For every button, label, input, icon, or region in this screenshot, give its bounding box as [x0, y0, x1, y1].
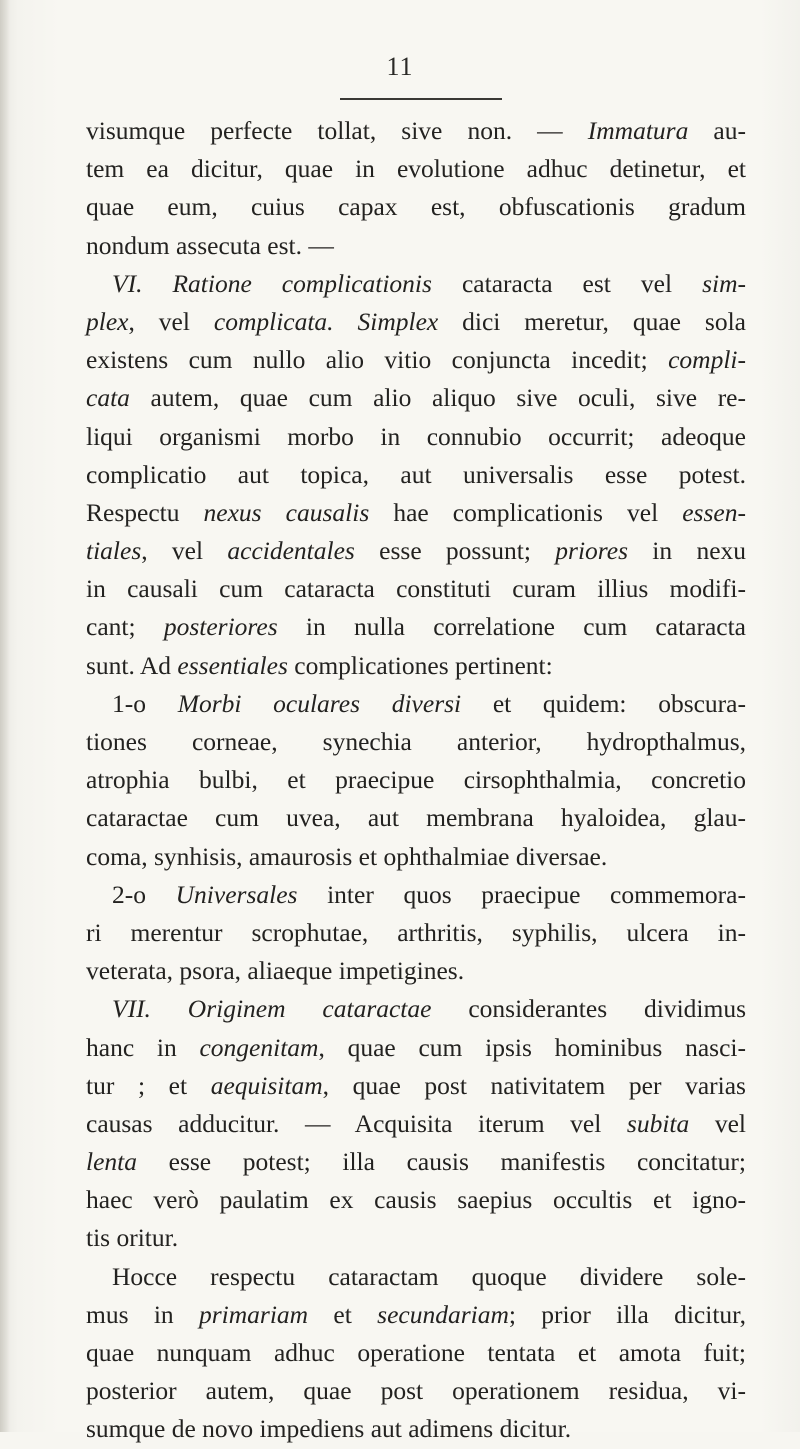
- text-line: [86, 1334, 746, 1372]
- italic-text: plex: [86, 306, 129, 336]
- text-span: nondum assecuta est. —: [86, 230, 334, 260]
- text-span: au-: [688, 116, 746, 145]
- text-line: [86, 379, 746, 417]
- page-number: 11: [386, 52, 414, 81]
- text-line: [86, 112, 746, 150]
- text-line: [86, 303, 746, 341]
- body-text: [86, 112, 746, 1449]
- text-span: autem, quae cum alio aliquo sive oculi, sive re-: [129, 383, 746, 413]
- text-span: Respectu: [86, 497, 204, 527]
- text-span: 1-o: [112, 688, 178, 718]
- text-span: mus in: [86, 1299, 199, 1329]
- text-line: [86, 456, 746, 494]
- text-span: sunt. Ad: [86, 650, 178, 680]
- text-span: veterata, psora, aliaeque impetigines.: [86, 956, 465, 986]
- text-line: [86, 1372, 746, 1410]
- text-line: [86, 1181, 746, 1219]
- italic-text: VII. Originem cataractae: [112, 994, 432, 1024]
- text-span: , quae cum ipsis hominibus nasci-: [318, 1032, 746, 1062]
- text-span: tem ea dicitur, quae in evolutione adhuc detinetur, et: [86, 154, 746, 184]
- italic-text: essen-: [682, 497, 746, 527]
- text-span: liqui organismi morbo in connubio occurrit; adeoque: [86, 421, 746, 451]
- text-line: [86, 1143, 746, 1181]
- italic-text: cata: [86, 383, 130, 413]
- text-line: [86, 1067, 746, 1105]
- italic-text: tiales: [86, 536, 142, 566]
- italic-text: accidentales: [227, 536, 355, 566]
- text-span: complicationes pertinent:: [287, 650, 553, 680]
- italic-text: sim-: [702, 268, 746, 298]
- italic-text: posteriores: [163, 612, 278, 642]
- text-span: quae nunquam adhuc operatione tentata et amota fuit;: [86, 1338, 746, 1367]
- text-line: [86, 1296, 746, 1334]
- text-span: esse possunt;: [354, 536, 556, 566]
- italic-text: subita: [626, 1108, 690, 1138]
- text-span: existens cum nullo alio vitio conjuncta incedit;: [86, 345, 669, 375]
- text-span: quae eum, cuius capax est, obfuscationis gradum: [86, 192, 746, 222]
- text-line: [86, 914, 746, 952]
- text-span: , vel: [141, 536, 228, 566]
- text-span: , quae post nativitatem per varias: [322, 1070, 746, 1100]
- italic-text: VI. Ratione complicationis: [112, 268, 432, 298]
- text-span: in nexu: [628, 536, 747, 566]
- text-line: [86, 341, 746, 379]
- text-span: cataractae cum uvea, aut membrana hyaloidea, glau-: [86, 803, 746, 833]
- header-rule: [340, 98, 502, 100]
- text-line: [86, 647, 746, 685]
- text-line: [86, 1258, 746, 1296]
- text-span: esse potest; illa causis manifestis concitatur;: [137, 1147, 746, 1177]
- italic-text: Universales: [175, 879, 298, 909]
- text-span: cataracta est vel: [431, 268, 703, 298]
- text-span: , vel: [128, 306, 214, 336]
- text-span: hae complicationis vel: [369, 497, 683, 527]
- text-span: haec verò paulatim ex causis saepius occultis et igno-: [86, 1185, 746, 1215]
- text-span: 2-o: [112, 879, 176, 909]
- text-span: tiones corneae, synechia anterior, hydropthalmus,: [86, 727, 746, 756]
- italic-text: essentiales: [177, 650, 288, 680]
- text-span: cant;: [86, 612, 164, 642]
- text-span: complicatio aut topica, aut universalis esse potest.: [86, 459, 746, 489]
- italic-text: Morbi oculares diversi: [177, 688, 462, 718]
- text-line: [86, 494, 746, 532]
- text-span: hanc in: [86, 1032, 200, 1062]
- text-line: [86, 761, 746, 799]
- text-line: [86, 188, 746, 226]
- text-span: posterior autem, quae post operationem residua, vi-: [86, 1376, 746, 1406]
- text-span: Hocce respectu cataractam quoque dividere sole-: [112, 1261, 746, 1291]
- text-span: in causali cum cataracta constituti curam illius modifi-: [86, 574, 746, 604]
- text-line: [86, 799, 746, 837]
- text-span: considerantes dividimus: [431, 994, 746, 1024]
- text-line: [86, 1219, 746, 1257]
- text-line: [86, 876, 746, 914]
- italic-text: lenta: [86, 1147, 137, 1177]
- text-span: et quidem: obscura-: [461, 688, 746, 718]
- text-line: [86, 227, 746, 265]
- text-line: [86, 952, 746, 990]
- italic-text: secundariam: [377, 1299, 509, 1329]
- text-span: ri merentur scrophutae, arthritis, syphilis, ulcera in-: [86, 917, 746, 947]
- text-line: [86, 990, 746, 1028]
- italic-text: complicata. Simplex: [213, 306, 439, 336]
- text-span: inter quos praecipue commemora-: [297, 879, 746, 909]
- italic-text: priores: [555, 536, 628, 566]
- text-span: et: [308, 1299, 378, 1329]
- italic-text: congenitam: [199, 1032, 319, 1062]
- text-line: [86, 608, 746, 646]
- italic-text: compli-: [668, 345, 746, 375]
- text-span: sumque de novo impediens aut adimens dicitur.: [86, 1414, 572, 1444]
- italic-text: aequisitam: [210, 1070, 323, 1100]
- text-span: tur ; et: [86, 1070, 211, 1100]
- text-line: [86, 1105, 746, 1143]
- text-line: [86, 685, 746, 723]
- text-span: in nulla correlatione cum cataracta: [277, 612, 746, 642]
- text-span: visumque perfecte tollat, sive non. —: [86, 116, 588, 145]
- text-span: tis oritur.: [86, 1223, 179, 1253]
- text-line: [86, 418, 746, 456]
- text-span: coma, synhisis, amaurosis et ophthalmiae diversae.: [86, 841, 608, 871]
- text-line: [86, 723, 746, 761]
- text-line: [86, 1410, 746, 1448]
- text-line: [86, 838, 746, 876]
- text-span: causas adducitur. — Acquisita iterum vel: [86, 1108, 627, 1138]
- text-line: [86, 150, 746, 188]
- text-line: [86, 1029, 746, 1067]
- text-span: ; prior illa dicitur,: [508, 1299, 746, 1329]
- italic-text: primariam: [199, 1299, 309, 1329]
- text-span: atrophia bulbi, et praecipue cirsophthalmia, concretio: [86, 765, 746, 795]
- text-line: [86, 570, 746, 608]
- text-line: [86, 265, 746, 303]
- text-span: dici meretur, quae sola: [438, 306, 747, 336]
- italic-text: nexus causalis: [203, 497, 370, 527]
- italic-text: Immatura: [587, 116, 689, 145]
- text-line: [86, 532, 746, 570]
- binding-shadow: [0, 0, 10, 1432]
- text-span: vel: [689, 1108, 746, 1138]
